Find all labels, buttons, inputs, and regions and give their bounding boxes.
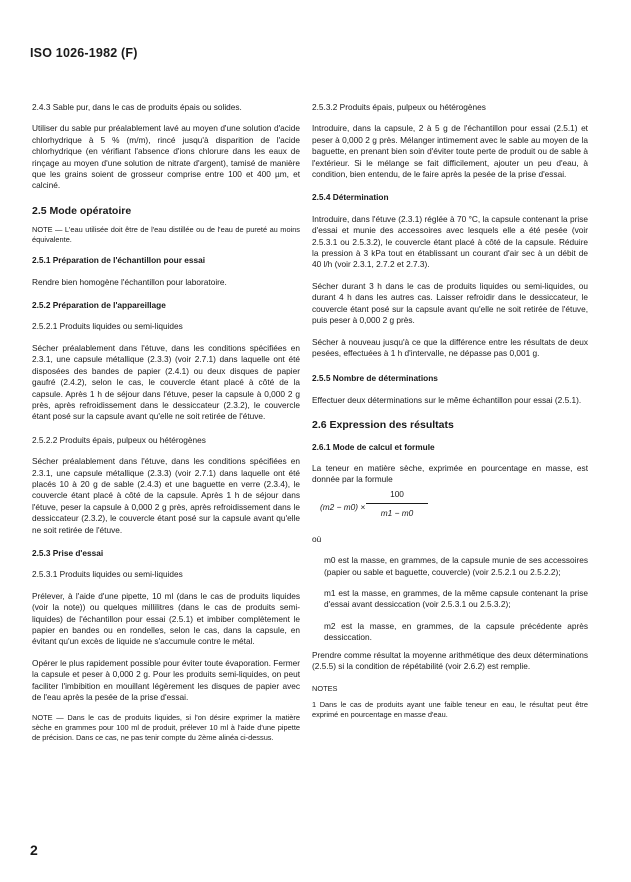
section-2-6-1-title: 2.6.1 Mode de calcul et formule [312,441,435,452]
section-2-4-3-title: 2.4.3 Sable pur, dans le cas de produits épais ou solides. [32,102,242,112]
page-number: 2 [30,842,38,858]
document-header: ISO 1026-1982 (F) [30,46,138,60]
section-2-5-2-1-text: Sécher préalablement dans l'étuve, dans les conditions spécifiées en 2.3.1, une capsule métallique (2.3.3) (voir 2.7.1) dans laquelle ont été disposées des bandes de papier (2.4.1) ou deux disques de papier gaufré (2.4.2), selon le cas, le couvercle étant placé à côté de la capsule. Après 1 h de séjour dans l'étuve, peser la capsule à 0,000 2 g près, après refroidissement dans le dessiccateur (2.3.2), le couvercle étant posé sur la capsule avant qu'elle ne soit retirée de l'étuve. [32,342,300,422]
section-2-5-note: NOTE — L'eau utilisée doit être de l'eau distillée ou de l'eau de pureté au moins équivalente. [32,225,300,245]
section-2-6-1-text: La teneur en matière sèche, exprimée en pourcentage en masse, est donnée par la formule [312,462,588,485]
section-2-5-2-2-title: 2.5.2.2 Produits épais, pulpeux ou hétérogènes [32,434,206,445]
definition-m0: m0 est la masse, en grammes, de la capsule munie de ses accessoires (papier ou sable et baguette, couvercle) (voir 2.5.2.1 ou 2.5.2.2); [324,555,588,577]
formula-lhs: (m2 − m0) × [320,501,366,512]
section-2-5-3-2-title: 2.5.3.2 Produits épais, pulpeux ou hétérogènes [312,102,486,112]
section-2-5-1-title: 2.5.1 Préparation de l'échantillon pour essai [32,255,206,266]
section-2-5-3-1-text-1: Prélever, à l'aide d'une pipette, 10 ml (dans le cas de produits liquides (voir la note)) ou quelques millilitres (dans le cas de produits semi-liquides) de l'échantillon pour essai (2.5.1) et imbiber complètement le papier en bandes ou en rondelles, selon le cas, dans la capsule, en évitant qu'un excès de liquide ne s'accumule contre le métal. [32,590,300,647]
section-2-5-3-title: 2.5.3 Prise d'essai [32,547,104,558]
notes-title: NOTES [312,684,338,694]
note-1: 1 Dans le cas de produits ayant une faible teneur en eau, le résultat peut être exprimé en pourcentage en masse d'eau. [312,700,588,720]
result-text: Prendre comme résultat la moyenne arithmétique des deux déterminations (2.5.5) si la condition de répétabilité (voir 2.6.2) est remplie. [312,649,588,671]
section-2-5-3-1-title: 2.5.3.1 Produits liquides ou semi-liquides [32,569,183,580]
section-2-5-title: 2.5 Mode opératoire [32,204,132,217]
section-2-5-3-1-note: NOTE — Dans le cas de produits liquides, si l'on désire exprimer la matière sèche en grammes pour 100 ml de produit, prélever 10 ml à l'aide d'une pipette de précision. Dans ce cas, ne pas tenir compte du 2ème alinéa ci-dessus. [32,713,300,743]
section-2-5-3-2-text: Introduire, dans la capsule, 2 à 5 g de l'échantillon pour essai (2.5.1) et peser à 0,000 2 g près. Mélanger intimement avec le sable au moyen de la baguette, en prenant bien soin d'éviter toute perte de produit ou de sable à l'extérieur. Si le mélange se fait difficilement, ajouter un peu d'eau, à condition, bien entendu, de le faire après la pesée de la prise d'essai. [312,123,588,180]
section-2-5-3-1-text-2: Opérer le plus rapidement possible pour éviter toute évaporation. Fermer la capsule et peser à 0,000 2 g. Pour les produits semi-liquides, on peut faciliter l'imbibition en mouillant légèrement les disques de papier avec de l'eau après la pesée de la prise d'essai. [32,657,300,703]
section-2-4-3-text: Utiliser du sable pur préalablement lavé au moyen d'une solution d'acide chlorhydrique à 5 % (m/m), rincé jusqu'à disparition de l'acide chlorhydrique (en vérifiant l'absence d'ions chlorure dans les eaux de rinçage au moyen d'une solution de nitrate d'argent), tamisé de manière que les grains soient de grosseur comprise entre 100 et 400 µm, et calciné. [32,123,300,191]
right-column [312,102,588,720]
section-2-5-5-title: 2.5.5 Nombre de déterminations [312,373,438,384]
section-2-5-4-title: 2.5.4 Détermination [312,192,389,203]
formula-denominator: m1 − m0 [380,507,414,518]
section-2-5-4-text-3: Sécher à nouveau jusqu'à ce que la différence entre les résultats de deux pesées, effectuées à 1 h d'intervalle, ne dépasse pas 0,001 g. [312,336,588,358]
section-2-5-4-text-1: Introduire, dans l'étuve (2.3.1) réglée à 70 °C, la capsule contenant la prise d'essai et munie des accessoires avec lesquels elle a été pesée (voir 2.5.3.1 ou 2.5.3.2), le couvercle étant placé à côté de la capsule. Réduire la pression à 3 kPa tout en établissant un courant d'air sec à un débit de 40 l/h (voir 2.3.1, 2.7.2 et 2.7.3). [312,213,588,270]
definition-m1: m1 est la masse, en grammes, de la même capsule contenant la prise d'essai avant dessiccation (voir 2.5.3.1 ou 2.5.3.2); [324,587,588,610]
dry-matter-formula [312,486,588,530]
section-2-5-2-2-text: Sécher préalablement dans l'étuve, dans les conditions spécifiées en 2.3.1, une capsule métallique (2.3.3) (voir 2.7.1) dans laquelle ont été placés 10 à 20 g de sable (2.4.3) et une baguette en verre (2.3.4), le couvercle étant placé à côté de la capsule. Après 1 h de séjour dans l'étuve, peser la capsule à 0,000 2 g près, après refroidissement dans le dessiccateur (2.3.2), le couvercle étant posé sur la capsule avant qu'elle ne soit retirée de l'étuve. [32,456,300,535]
formula-numerator: 100 [390,488,404,499]
section-2-5-2-1-title: 2.5.2.1 Produits liquides ou semi-liquides [32,321,183,332]
section-2-6-title: 2.6 Expression des résultats [312,419,454,432]
formula-fraction-bar [366,503,428,504]
where-label: où [312,533,322,544]
section-2-5-4-text-2: Sécher durant 3 h dans le cas de produits liquides ou semi-liquides, ou durant 4 h dans les autres cas. Laisser refroidir dans le dessiccateur, le couvercle étant posé sur la capsule avant qu'elle ne soit retirée de l'étuve, puis peser à 0,000 2 g près. [312,280,588,326]
left-column [32,102,300,743]
definition-m2: m2 est la masse, en grammes, de la capsule précédente après dessiccation. [324,620,588,643]
section-2-5-2-title: 2.5.2 Préparation de l'appareillage [32,300,166,311]
section-2-5-5-text: Effectuer deux déterminations sur le même échantillon pour essai (2.5.1). [312,394,582,405]
section-2-5-1-text: Rendre bien homogène l'échantillon pour laboratoire. [32,276,227,287]
